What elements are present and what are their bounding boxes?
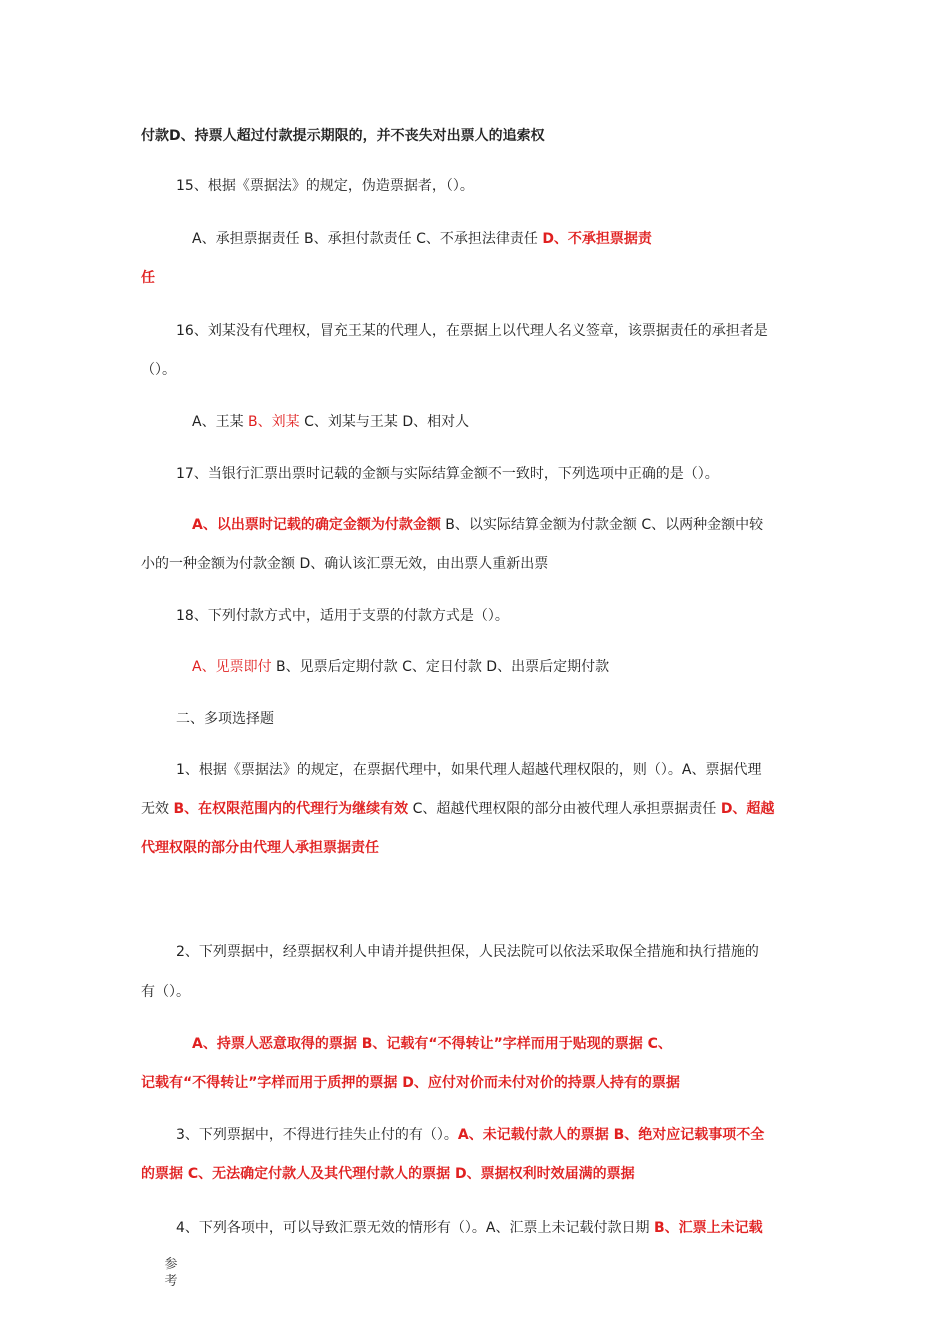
question-16: 16、刘某没有代理权，冒充王某的代理人，在票据上以代理人名义签章，该票据责任的承担者是 (176, 323, 768, 339)
mc-question-3: 3、下列票据中，不得进行挂失止付的有（）。A、未记载付款人的票据 B、绝对应记载事项不全 (176, 1127, 765, 1143)
mc-question-2-options: A、持票人恶意取得的票据 B、记载有“不得转让”字样而用于贴现的票据 C、 (192, 1036, 672, 1052)
mc-question-2: 2、下列票据中，经票据权利人申请并提供担保，人民法院可以依法采取保全措施和执行措施的 (176, 944, 759, 960)
question-16-cont: （）。 (141, 362, 176, 378)
footer-char: 参 (164, 1257, 178, 1272)
mc-question-2-cont: 有（）。 (141, 984, 190, 1000)
footer-char: 考 (164, 1274, 178, 1289)
text-line: 付款D、持票人超过付款提示期限的，并不丧失对出票人的追索权 (141, 128, 545, 144)
mc-question-3-options-cont: 的票据 C、无法确定付款人及其代理付款人的票据 D、票据权利时效届满的票据 (141, 1166, 635, 1182)
question-17-options: A、以出票时记载的确定金额为付款金额 B、以实际结算金额为付款金额 C、以两种金额中较 (192, 517, 764, 533)
question-15-options: A、承担票据责任 B、承担付款责任 C、不承担法律责任 D、不承担票据责 (192, 231, 652, 247)
mc-question-1: 1、根据《票据法》的规定，在票据代理中，如果代理人超越代理权限的，则（）。A、票据代理 (176, 762, 762, 778)
question-17: 17、当银行汇票出票时记载的金额与实际结算金额不一致时，下列选项中正确的是（）。 (176, 466, 719, 482)
section-heading: 二、多项选择题 (176, 711, 274, 727)
question-15-options-cont: 任 (141, 270, 155, 286)
question-18: 18、下列付款方式中，适用于支票的付款方式是（）。 (176, 608, 509, 624)
mc-question-2-options-cont: 记载有“不得转让”字样而用于质押的票据 D、应付对价而未付对价的持票人持有的票据 (141, 1075, 680, 1091)
question-15: 15、根据《票据法》的规定，伪造票据者，（）。 (176, 178, 474, 194)
question-18-options: A、见票即付 B、见票后定期付款 C、定日付款 D、出票后定期付款 (192, 659, 610, 675)
page-footer (163, 1256, 179, 1290)
mc-question-1-options-cont: 代理权限的部分由代理人承担票据责任 (141, 840, 379, 856)
mc-question-4: 4、下列各项中，可以导致汇票无效的情形有（）。A、汇票上未记载付款日期 B、汇票上未记载 (176, 1220, 763, 1236)
question-17-options-cont: 小的一种金额为付款金额 D、确认该汇票无效，由出票人重新出票 (141, 556, 549, 572)
question-16-options: A、王某 B、刘某 C、刘某与王某 D、相对人 (192, 414, 470, 430)
mc-question-1-options: 无效 B、在权限范围内的代理行为继续有效 C、超越代理权限的部分由被代理人承担票据责任 D、超越 (141, 801, 775, 817)
